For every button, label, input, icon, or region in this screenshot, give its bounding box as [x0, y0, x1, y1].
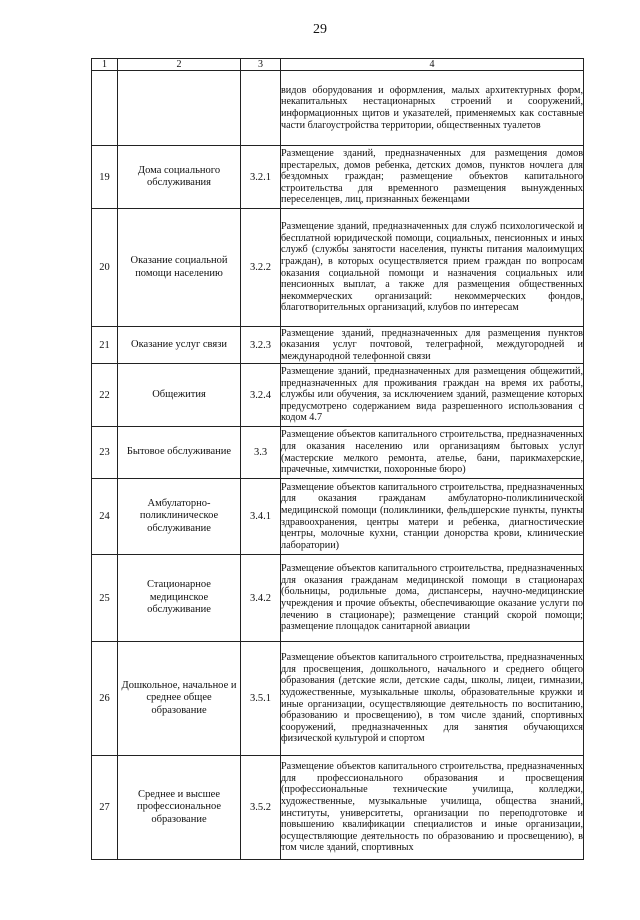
table-header-row: [92, 59, 584, 71]
land-use-description: Размещение зданий, предназначенных для размещения пунктов оказания услуг почтовой, телеграфной, междугородней и международной телефонной связи: [281, 327, 583, 362]
land-use-name: Амбулаторно-поликлиническое обслуживание: [118, 479, 241, 555]
table-row: [92, 364, 584, 427]
row-number: 21: [92, 327, 118, 364]
land-use-name: Дошкольное, начальное и среднее общее образование: [118, 642, 241, 756]
header-col-4: 4: [281, 59, 584, 71]
land-use-name: Среднее и высшее профессиональное образование: [118, 756, 241, 860]
land-use-code: 3.5.1: [241, 642, 281, 756]
row-number: 19: [92, 146, 118, 209]
cell-name: [118, 71, 241, 146]
land-use-name: Оказание социальной помощи населению: [118, 209, 241, 327]
land-use-code: 3.2.3: [241, 327, 281, 364]
table-row: [92, 479, 584, 555]
table-row: [92, 756, 584, 860]
land-use-name: Дома социального обслуживания: [118, 146, 241, 209]
row-number: 23: [92, 427, 118, 479]
land-use-name: Оказание услуг связи: [118, 327, 241, 364]
header-col-2: 2: [118, 59, 241, 71]
land-use-description: Размещение объектов капитального строительства, предназначенных для оказания гражданам медицинской помощи в стационарах (больницы, родильные дома, диспансеры, научно-медицинские учреждения и прочие объекты, обеспечивающие оказание услуги по лечению в стационаре); размещение станций скорой помощи; размещение площадок санитарной авиации: [281, 555, 584, 642]
table-row: [92, 327, 584, 364]
land-use-description: Размещение объектов капитального строительства, предназначенных для оказания населению или организациям бытовых услуг (мастерские мелкого ремонта, ателье, бани, парикмахерские, прачечные, химчистки, похоронные бюро): [281, 427, 584, 479]
header-col-1: 1: [92, 59, 118, 71]
row-number: 25: [92, 555, 118, 642]
page-number: 29: [313, 22, 327, 37]
table-row: [92, 146, 584, 209]
row-number: 24: [92, 479, 118, 555]
land-use-description: Размещение объектов капитального строительства, предназначенных для профессионального образования и просвещения (профессиональные технические училища, колледжи, художественные, музыкальные училища, общества знаний, институты, университеты, организации по переподготовке и повышению квалификации специалистов и иные организации, осуществляющие деятельность по образованию и просвещению), в том числе зданий, спортивных: [281, 756, 584, 860]
cell-code: [241, 71, 281, 146]
cell-num: [92, 71, 118, 146]
land-use-description: Размещение зданий, предназначенных для размещения домов престарелых, домов ребенка, детских домов, пунктов ночлега для бездомных граждан; размещение объектов капитального строительства для временного размещения вынужденных переселенцев, лиц, признанных беженцами: [281, 146, 584, 209]
land-use-table: [91, 58, 584, 860]
row-number: 27: [92, 756, 118, 860]
land-use-code: 3.2.4: [241, 364, 281, 427]
table-row: [92, 642, 584, 756]
land-use-description: Размещение объектов капитального строительства, предназначенных для оказания гражданам амбулаторно-поликлинической медицинской помощи (поликлиники, фельдшерские пункты, пункты здравоохранения, центры матери и ребенка, диагностические центры, молочные кухни, станции донорства крови, клинические лаборатории): [281, 479, 584, 555]
table-row-continuation: [92, 71, 584, 146]
land-use-name: Стационарное медицинское обслуживание: [118, 555, 241, 642]
land-use-code: 3.4.1: [241, 479, 281, 555]
land-use-code: 3.2.2: [241, 209, 281, 327]
land-use-code: 3.4.2: [241, 555, 281, 642]
land-use-description: Размещение зданий, предназначенных для размещения общежитий, предназначенных для проживания граждан на время их работы, службы или обучения, за исключением зданий, размещение которых предусмотрено содержанием вида разрешенного использования с кодом 4.7: [281, 364, 584, 427]
row-number: 22: [92, 364, 118, 427]
cell-description: видов оборудования и оформления, малых архитектурных форм, некапитальных нестационарных строений и сооружений, информационных щитов и указателей, применяемых как составные части благоустройства территории, общественных туалетов: [281, 71, 584, 146]
table-row: [92, 555, 584, 642]
land-use-description: Размещение объектов капитального строительства, предназначенных для просвещения, дошкольного, начального и среднего общего образования (детские ясли, детские сады, школы, лицеи, гимназии, художественные, музыкальные школы, образовательные кружки и иные организации, осуществляющие деятельность по воспитанию, образованию и просвещению), в том числе зданий, спортивных сооружений, предназначенных для занятия обучающихся физической культурой и спортом: [281, 642, 584, 756]
row-number: 20: [92, 209, 118, 327]
table-row: [92, 209, 584, 327]
header-col-3: 3: [241, 59, 281, 71]
land-use-name: Общежития: [118, 364, 241, 427]
land-use-code: 3.3: [241, 427, 281, 479]
land-use-code: 3.2.1: [241, 146, 281, 209]
land-use-name: Бытовое обслуживание: [118, 427, 241, 479]
row-number: 26: [92, 642, 118, 756]
land-use-code: 3.5.2: [241, 756, 281, 860]
land-use-description: Размещение зданий, предназначенных для служб психологической и бесплатной юридической помощи, социальных, пенсионных и иных служб (службы занятости населения, пункты питания малоимущих граждан), в которых осуществляется прием граждан по вопросам оказания социальной помощи и назначения социальных или пенсионных выплат, а также для размещения общественных некоммерческих организаций: некоммерческих фондов, благотворительных организаций, клубов по интересам: [281, 209, 584, 327]
table-row: [92, 427, 584, 479]
